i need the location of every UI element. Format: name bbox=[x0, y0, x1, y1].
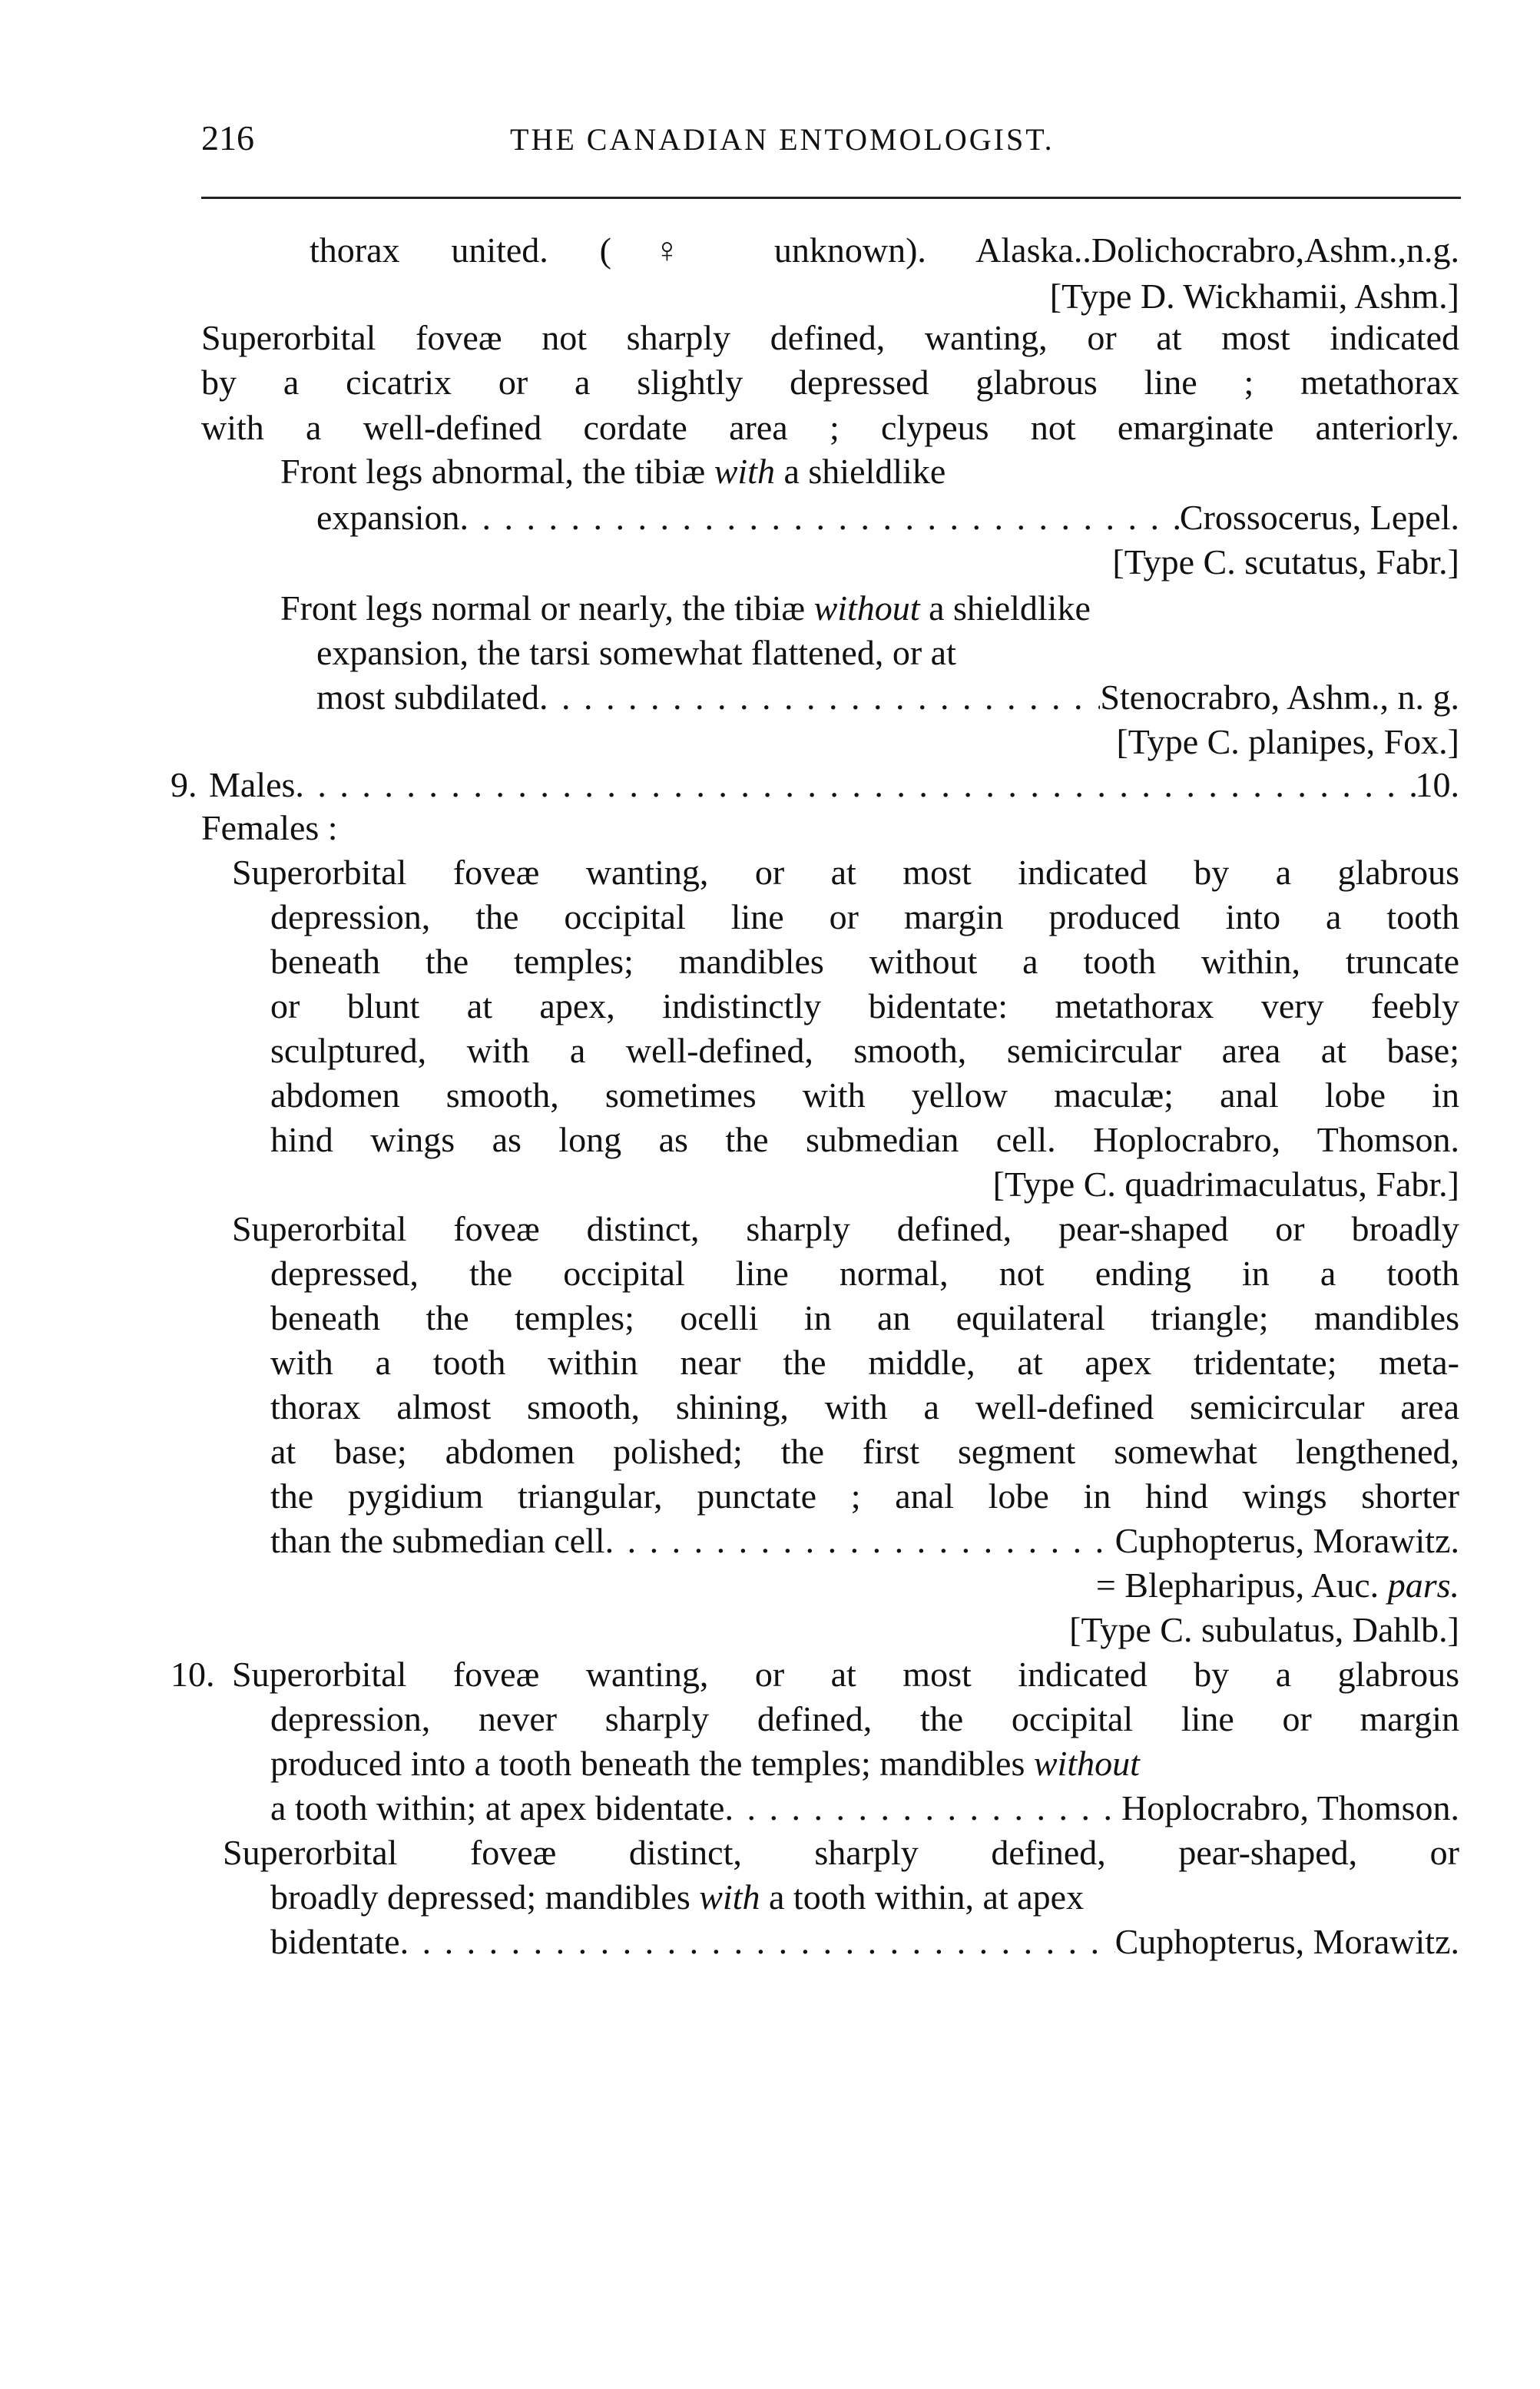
text-line: broadly depressed; mandibles with a tooth within, at apex bbox=[270, 1877, 1085, 1917]
text-line: with a well-defined cordate area ; clypeus not emarginate anteriorly. bbox=[201, 408, 1459, 447]
taxon-name: Crossocerus, Lepel. bbox=[1179, 498, 1459, 537]
leader-dots bbox=[724, 1785, 1121, 1831]
text-line: beneath the temples; ocelli in an equilateral triangle; mandibles bbox=[270, 1298, 1459, 1337]
taxon-name: Cuphopterus, Morawitz. bbox=[1114, 1922, 1459, 1961]
type-reference: [Type C. subulatus, Dahlb.] bbox=[1069, 1610, 1459, 1649]
type-reference: [Type C. scutatus, Fabr.] bbox=[1112, 542, 1459, 582]
text-line: Front legs abnormal, the tibiæ with a shieldlike bbox=[280, 452, 946, 491]
text-line: Superorbital foveæ not sharply defined, wanting, or at most indicated bbox=[201, 318, 1459, 357]
key-entry-line: most subdilated . . . Stenocrabro, Ashm., n. g. bbox=[316, 674, 1459, 721]
italic-text: with bbox=[714, 452, 775, 491]
text-line: produced into a tooth beneath the temples; mandibles without bbox=[270, 1744, 1140, 1783]
italic-text: without bbox=[1033, 1744, 1140, 1783]
key-entry-line: expansion . . . Crossocerus, Lepel. bbox=[316, 495, 1459, 541]
text-line: at base; abdomen polished; the first segment somewhat lengthened, bbox=[270, 1432, 1459, 1471]
text-line: Superorbital foveæ distinct, sharply defined, pear-shaped, or bbox=[223, 1833, 1459, 1872]
text-line: Superorbital foveæ distinct, sharply defined, pear-shaped or broadly bbox=[232, 1209, 1459, 1248]
leader-dots bbox=[295, 762, 1415, 808]
leader-dots bbox=[460, 495, 1180, 541]
leader-dots bbox=[539, 674, 1100, 721]
key-entry-line: bidentate . . . Cuphopterus, Morawitz. bbox=[270, 1919, 1459, 1965]
couplet-reference: 10. bbox=[1415, 765, 1459, 804]
text-line: sculptured, with a well-defined, smooth, semicircular area at base; bbox=[270, 1031, 1459, 1070]
key-entry-line: a tooth within; at apex bidentate . . . Hoplocrabro, Thomson. bbox=[270, 1785, 1459, 1831]
text-line: or blunt at apex, indistinctly bidentate: metathorax very feebly bbox=[270, 986, 1459, 1026]
type-reference: [Type C. planipes, Fox.] bbox=[1116, 722, 1459, 761]
text-line: depression, never sharply defined, the occipital line or margin bbox=[270, 1699, 1459, 1738]
italic-text: with bbox=[699, 1877, 760, 1917]
key-couplet-line: 10. Superorbital foveæ wanting, or at most indicated by a glabrous bbox=[171, 1652, 1459, 1698]
text-line: thorax almost smooth, shining, with a well-defined semicircular area bbox=[270, 1387, 1459, 1426]
text-line: depression, the occipital line or margin produced into a tooth bbox=[270, 897, 1459, 936]
taxon-name: Hoplocrabro, Thomson. bbox=[1121, 1788, 1459, 1827]
type-reference: [Type C. quadrimaculatus, Fabr.] bbox=[992, 1165, 1459, 1204]
text-line: Superorbital foveæ wanting, or at most indicated by a glabrous bbox=[232, 853, 1459, 892]
italic-text: pars. bbox=[1387, 1566, 1459, 1605]
text-line: abdomen smooth, sometimes with yellow maculæ; anal lobe in bbox=[270, 1075, 1459, 1115]
text-line: hind wings as long as the submedian cell. Hoplocrabro, Thomson. bbox=[270, 1120, 1459, 1159]
text-line: Front legs normal or nearly, the tibiæ without a shieldlike bbox=[280, 588, 1091, 628]
leader-dots bbox=[605, 1518, 1115, 1564]
text-line: expansion, the tarsi somewhat flattened, or at bbox=[316, 633, 956, 672]
key-couplet-line: 9. Males . . . 10. bbox=[171, 762, 1459, 808]
couplet-number: 10. bbox=[171, 1655, 215, 1694]
text-line: Females : bbox=[201, 808, 338, 847]
leader-dots bbox=[400, 1919, 1115, 1965]
text-line: the pygidium triangular, punctate ; anal lobe in hind wings shorter bbox=[270, 1476, 1459, 1516]
taxon-name: Cuphopterus, Morawitz. bbox=[1114, 1521, 1459, 1560]
running-header: THE CANADIAN ENTOMOLOGIST. bbox=[510, 122, 1055, 157]
italic-text: without bbox=[813, 588, 920, 628]
couplet-number: 9. bbox=[171, 765, 197, 804]
text-line: depressed, the occipital line normal, not ending in a tooth bbox=[270, 1254, 1459, 1293]
text-line: beneath the temples; mandibles without a tooth within, truncate bbox=[270, 942, 1459, 981]
text-line: thorax united. (♀ unknown). Alaska..Dolichocrabro,Ashm.,n.g. bbox=[310, 230, 1459, 270]
type-reference: [Type D. Wickhamii, Ashm.] bbox=[1049, 277, 1459, 316]
key-entry-line: than the submedian cell . . . Cuphopterus, Morawitz. bbox=[270, 1518, 1459, 1564]
synonym-line: = Blepharipus, Auc. pars. bbox=[1095, 1566, 1459, 1605]
taxon-name: Stenocrabro, Ashm., n. g. bbox=[1100, 678, 1459, 717]
text-line: by a cicatrix or a slightly depressed glabrous line ; metathorax bbox=[201, 363, 1459, 402]
header-rule bbox=[201, 197, 1461, 199]
text-line: with a tooth within near the middle, at apex tridentate; meta- bbox=[270, 1343, 1459, 1382]
page-number: 216 bbox=[201, 118, 254, 157]
